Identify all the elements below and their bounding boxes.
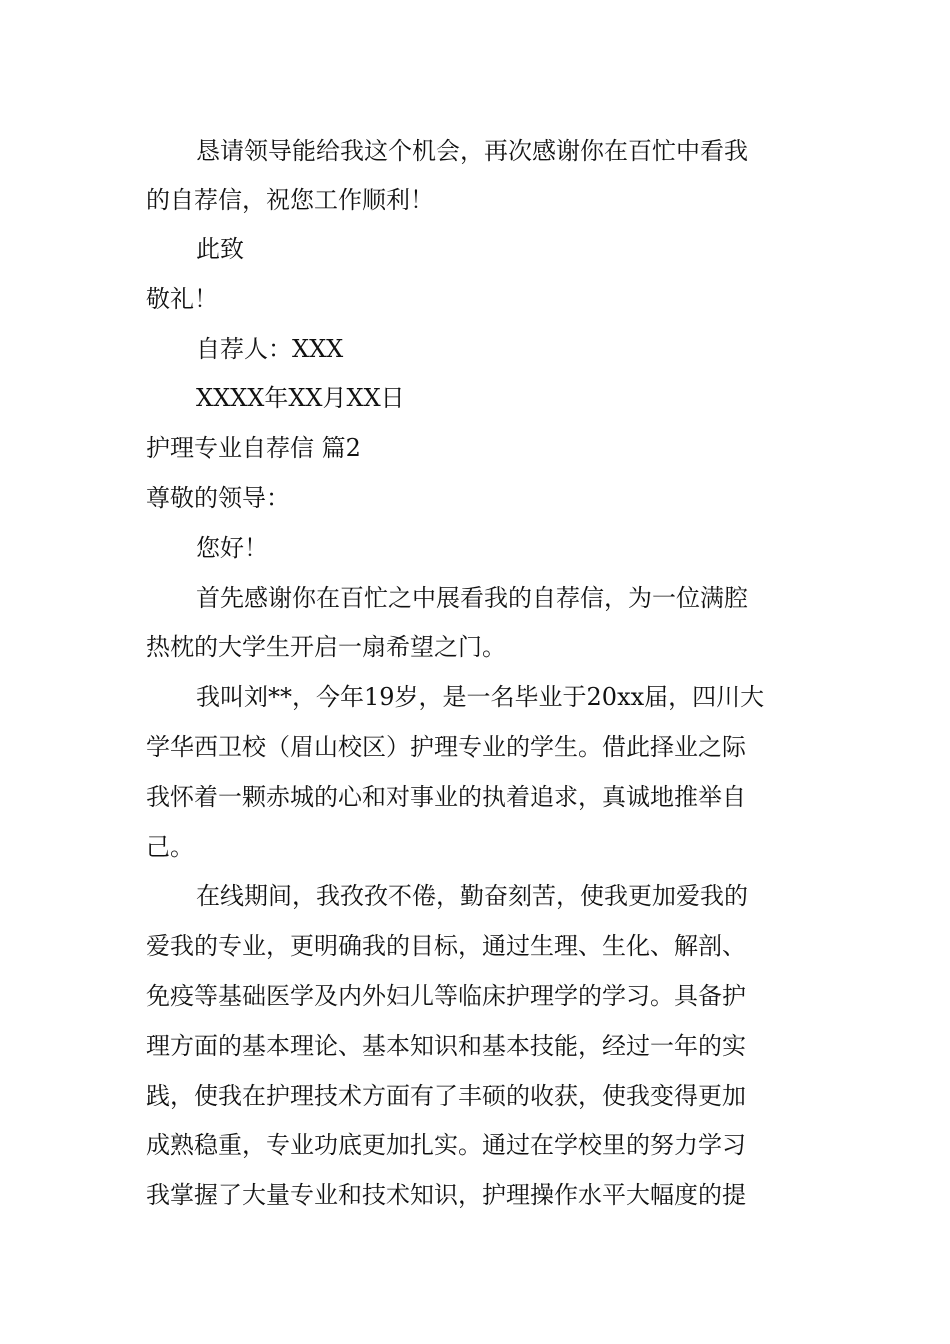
text-line: 我怀着一颗赤城的心和对事业的执着追求，真诚地推举自 [146, 783, 746, 811]
signature-line: 自荐人：XXX [196, 335, 344, 363]
date-line: XXXX年XX月XX日 [196, 384, 405, 412]
section-title: 护理专业自荐信 篇2 [146, 434, 361, 462]
text-line: 免疫等基础医学及内外妇儿等临床护理学的学习。具备护 [146, 982, 746, 1010]
text-line: 热枕的大学生开启一扇希望之门。 [146, 633, 506, 661]
text-line: 在线期间，我孜孜不倦，勤奋刻苦，使我更加爱我的 [196, 882, 748, 910]
text-line: 我掌握了大量专业和技术知识，护理操作水平大幅度的提 [146, 1181, 746, 1209]
text-line: 我叫刘**，今年19岁，是一名毕业于20xx届，四川大 [196, 683, 765, 711]
text-line: 己。 [146, 833, 194, 861]
text-line: 的自荐信，祝您工作顺利！ [146, 186, 434, 214]
text-line: 学华西卫校（眉山校区）护理专业的学生。借此择业之际 [146, 733, 746, 761]
text-line: 爱我的专业，更明确我的目标，通过生理、生化、解剖、 [146, 932, 746, 960]
text-line: 首先感谢你在百忙之中展看我的自荐信，为一位满腔 [196, 584, 748, 612]
text-line: 成熟稳重，专业功底更加扎实。通过在学校里的努力学习 [146, 1131, 746, 1159]
text-line: 践，使我在护理技术方面有了丰硕的收获，使我变得更加 [146, 1082, 746, 1110]
greeting: 您好！ [196, 534, 268, 562]
text-line: 恳请领导能给我这个机会，再次感谢你在百忙中看我 [196, 137, 748, 165]
text-line: 理方面的基本理论、基本知识和基本技能，经过一年的实 [146, 1032, 746, 1060]
text-line: 此致 [196, 235, 244, 263]
text-line: 敬礼！ [146, 285, 218, 313]
salutation: 尊敬的领导： [146, 484, 290, 512]
